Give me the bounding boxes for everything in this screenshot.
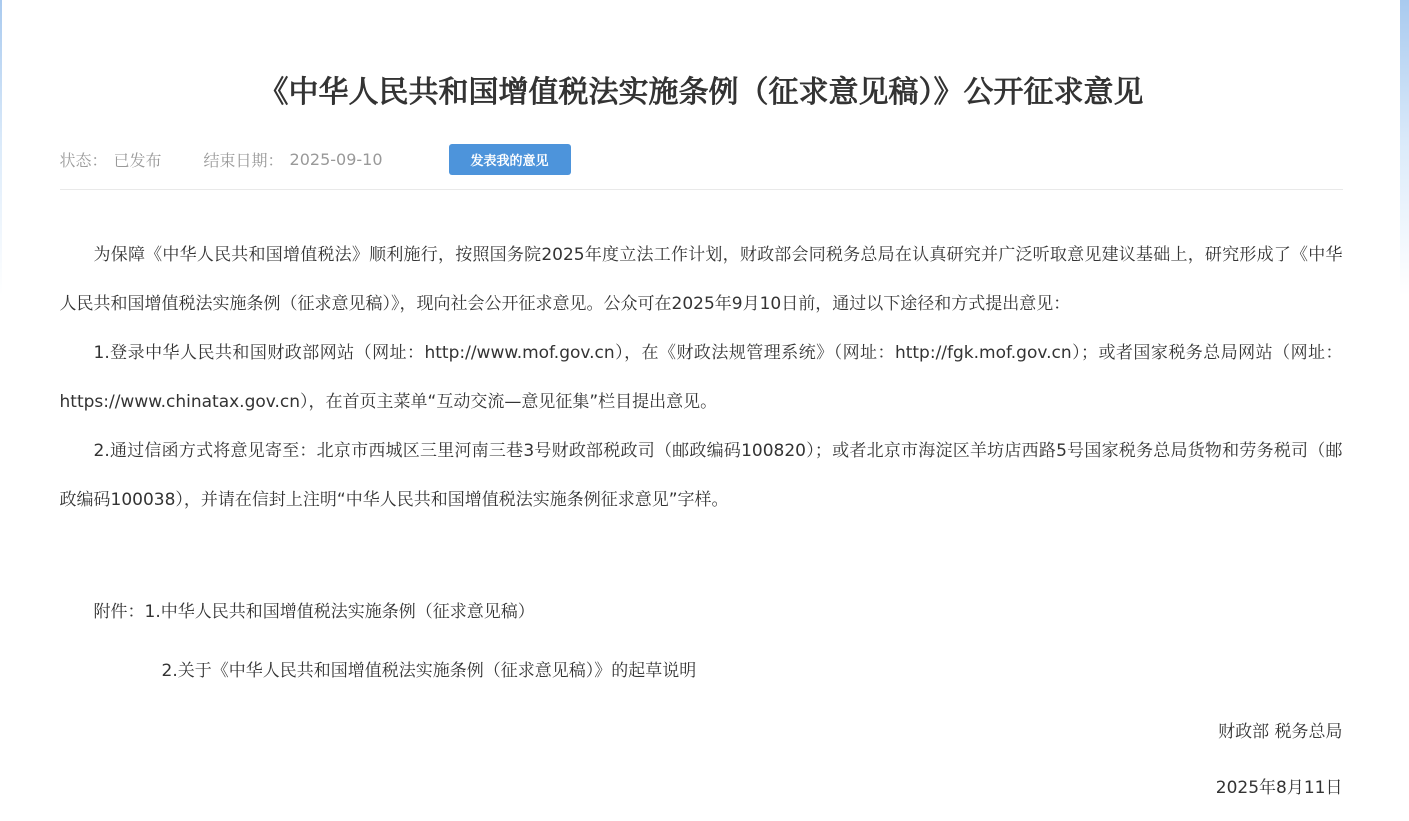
body-paragraph-mail-channel: 2.通过信函方式将意见寄至：北京市西城区三里河南三巷3号财政部税政司（邮政编码100820）；或者北京市海淀区羊坊店西路5号国家税务总局货物和劳务税司（邮政编码100038），并请在信封上注明“中华人民共和国增值税法实施条例征求意见”字样。 — [59, 441, 1343, 510]
signature-block — [60, 708, 1343, 813]
attachments-label: 附件： — [93, 602, 145, 622]
signature-org: 财政部 税务总局 — [1218, 722, 1343, 742]
body-paragraph-online-channel: 1.登录中华人民共和国财政部网站（网址：http://www.mof.gov.cn），在《财政法规管理系统》（网址：http://fgk.mof.gov.cn）；或者国家税务总局网站（网址：https://www.chinatax.gov.cn），在首页主菜单“互动交流—意见征集”栏目提出意见。 — [59, 343, 1343, 412]
attachments-section — [60, 588, 1343, 696]
page-title: 《中华人民共和国增值税法实施条例（征求意见稿）》公开征求意见 — [258, 75, 1144, 110]
signature-date: 2025年8月11日 — [1215, 778, 1343, 798]
header-divider — [60, 189, 1343, 190]
submit-comment-button[interactable]: 发表我的意见 — [449, 144, 571, 175]
meta-bar — [60, 144, 1343, 175]
content-card — [2, 0, 1400, 821]
end-date-label: 结束日期： — [203, 151, 284, 170]
status-group — [60, 148, 162, 171]
article-container — [60, 0, 1343, 813]
attachment-link-1[interactable]: 1.中华人民共和国增值税法实施条例（征求意见稿） — [144, 602, 535, 622]
attachment-link-2[interactable]: 2.关于《中华人民共和国增值税法实施条例（征求意见稿）》的起草说明 — [161, 661, 697, 681]
body-paragraph-intro: 为保障《中华人民共和国增值税法》顺利施行，按照国务院2025年度立法工作计划，财政部会同税务总局在认真研究并广泛听取意见建议基础上，研究形成了《中华人民共和国增值税法实施条例（征求意见稿）》，现向社会公开征求意见。公众可在2025年9月10日前，通过以下途径和方式提出意见： — [59, 245, 1343, 314]
status-value: 已发布 — [113, 151, 162, 170]
end-date-group — [204, 148, 383, 171]
attachment-row-2 — [60, 647, 1343, 696]
end-date-value: 2025-09-10 — [289, 150, 383, 169]
attachment-row-1 — [60, 588, 1343, 637]
status-label: 状态： — [59, 151, 108, 170]
article-body — [60, 231, 1343, 525]
